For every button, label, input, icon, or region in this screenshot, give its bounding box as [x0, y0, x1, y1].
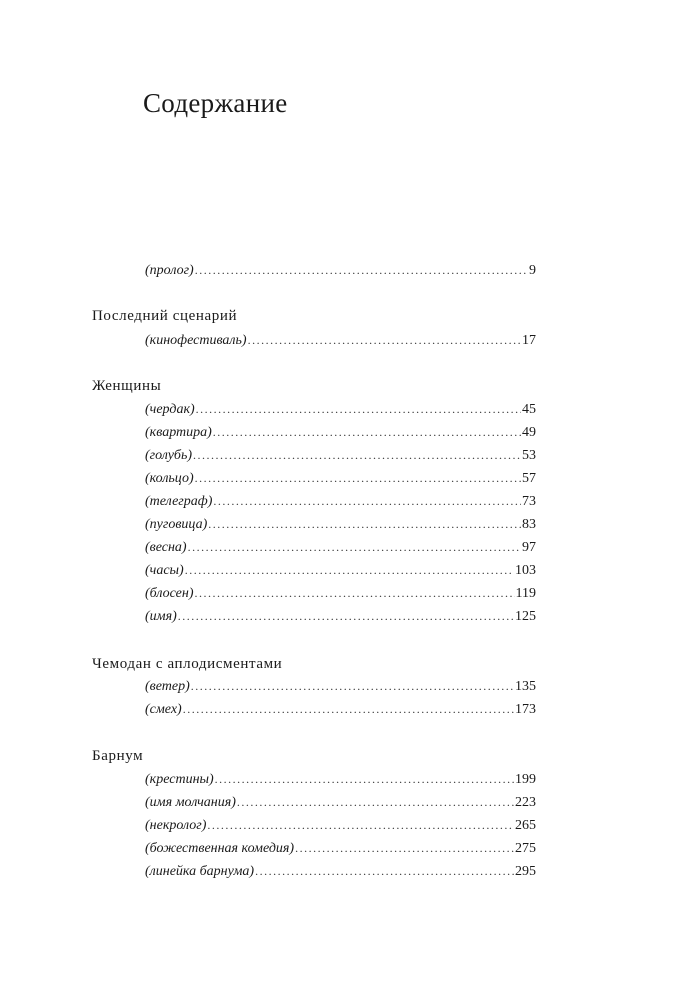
dot-leader [191, 679, 514, 694]
toc-entry-label: (линейка барнума) [145, 864, 255, 879]
toc-entry[interactable] [145, 563, 536, 583]
dot-leader [213, 494, 521, 509]
toc-entry-label: (блосен) [145, 586, 194, 601]
dot-leader [185, 563, 514, 578]
toc-entry-page: 173 [515, 702, 536, 717]
toc-entry-page: 119 [515, 586, 536, 601]
dot-leader [208, 517, 521, 532]
toc-entry-page: 97 [522, 540, 536, 555]
toc-entry[interactable] [145, 702, 536, 722]
dot-leader [213, 425, 521, 440]
toc-entry[interactable] [145, 333, 536, 353]
dot-leader [183, 702, 514, 717]
toc-entry-label: (пролог) [145, 263, 194, 278]
toc-entry-label: (пуговица) [145, 517, 208, 532]
dot-leader [255, 864, 514, 879]
toc-entry[interactable] [145, 494, 536, 514]
toc-entry-page: 83 [522, 517, 536, 532]
dot-leader [188, 540, 521, 555]
toc-entry[interactable] [145, 864, 536, 884]
toc-entry-page: 73 [522, 494, 536, 509]
toc-entry[interactable] [145, 609, 536, 629]
toc-entry-page: 199 [515, 772, 536, 787]
dot-leader [178, 609, 514, 624]
toc-entry-label: (кинофестиваль) [145, 333, 247, 348]
section-title-suitcase: Чемодан с аплодисментами [92, 656, 283, 672]
toc-entry[interactable] [145, 679, 536, 699]
toc-entry-page: 295 [515, 864, 536, 879]
toc-entry[interactable] [145, 586, 536, 606]
toc-entry-label: (некролог) [145, 818, 207, 833]
toc-entry-page: 265 [515, 818, 536, 833]
toc-entry[interactable] [145, 818, 536, 838]
toc-entry[interactable] [145, 795, 536, 815]
dot-leader [195, 263, 528, 278]
dot-leader [215, 772, 514, 787]
dot-leader [196, 402, 521, 417]
toc-entry[interactable] [145, 448, 536, 468]
toc-entry-page: 125 [515, 609, 536, 624]
dot-leader [237, 795, 514, 810]
dot-leader [193, 448, 521, 463]
toc-entry-label: (смех) [145, 702, 182, 717]
toc-entry[interactable] [145, 517, 536, 537]
toc-entry-label: (весна) [145, 540, 187, 555]
toc-entry-label: (ветер) [145, 679, 190, 694]
toc-entry-prologue[interactable] [145, 263, 536, 283]
toc-entry[interactable] [145, 772, 536, 792]
toc-entry-page: 9 [529, 263, 536, 278]
toc-entry-label: (имя) [145, 609, 177, 624]
toc-entry-page: 53 [522, 448, 536, 463]
toc-entry[interactable] [145, 402, 536, 422]
dot-leader [207, 818, 514, 833]
toc-entry-label: (часы) [145, 563, 184, 578]
toc-entry-page: 135 [515, 679, 536, 694]
dot-leader [195, 471, 521, 486]
toc-entry-page: 223 [515, 795, 536, 810]
toc-entry-label: (голубь) [145, 448, 192, 463]
dot-leader [295, 841, 514, 856]
toc-entry-label: (имя молчания) [145, 795, 236, 810]
toc-entry-label: (квартира) [145, 425, 212, 440]
toc-entry-label: (божественная комедия) [145, 841, 295, 856]
toc-entry[interactable] [145, 471, 536, 491]
toc-entry-label: (телеграф) [145, 494, 213, 509]
dot-leader [194, 586, 514, 601]
toc-entry[interactable] [145, 841, 536, 861]
toc-entry-page: 49 [522, 425, 536, 440]
toc-entry-page: 57 [522, 471, 536, 486]
page-title: Содержание [143, 88, 288, 118]
toc-entry-page: 45 [522, 402, 536, 417]
toc-entry[interactable] [145, 540, 536, 560]
toc-entry-page: 103 [515, 563, 536, 578]
toc-entry[interactable] [145, 425, 536, 445]
toc-entry-label: (кольцо) [145, 471, 194, 486]
section-title-barnum: Барнум [92, 748, 144, 764]
toc-entry-label: (крестины) [145, 772, 214, 787]
dot-leader [248, 333, 521, 348]
toc-entry-page: 275 [515, 841, 536, 856]
toc-entry-page: 17 [522, 333, 536, 348]
section-title-women: Женщины [92, 378, 162, 394]
section-title-last-scenario: Последний сценарий [92, 308, 238, 324]
toc-entry-label: (чердак) [145, 402, 195, 417]
